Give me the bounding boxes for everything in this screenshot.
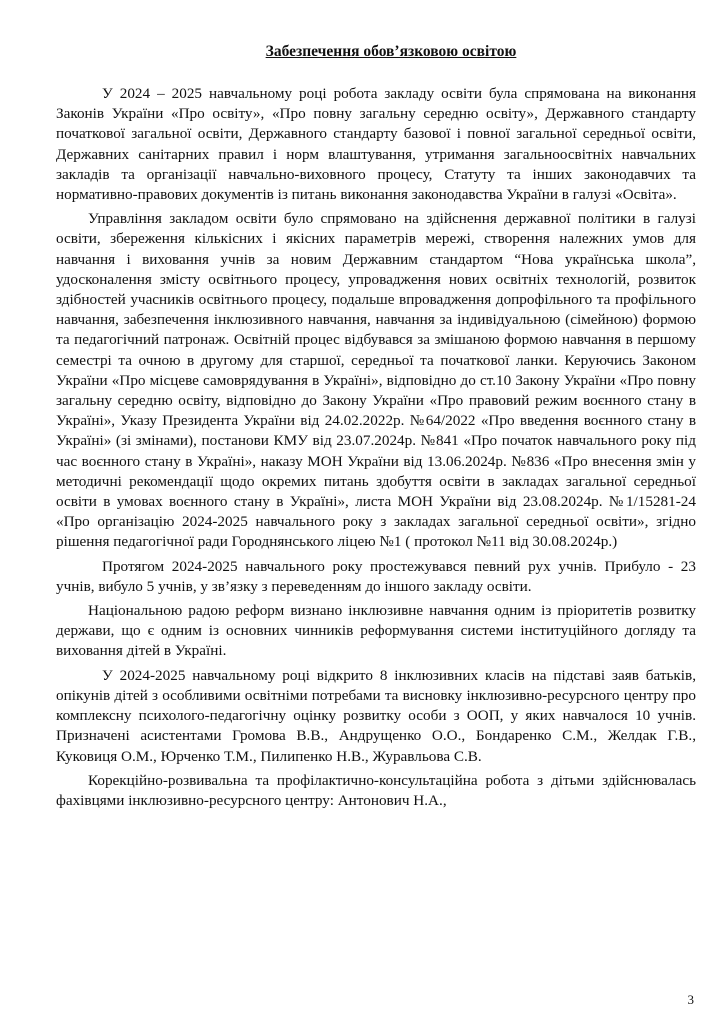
paragraph-management: Управління закладом освіти було спрямовано на здійснення державної політики в галузі освіти, збереження кількісних і якісних параметрів мережі, створення належних умов для навчання і виховання учнів за новим Державним стандартом “Нова українська школа”, удосконалення змісту освітнього процесу, упровадження нових освітніх технологій, розвиток здібностей учасників освітнього процесу, подальше впровадження допрофільного та профільного навчання, забезпечення інклюзивного навчання, навчання за індивідуальною (сімейною) формою та педагогічний патронаж. Освітній процес відбувався за змішаною формою навчання в першому семестрі та очною в другому для старшої, середньої та початкової ланки. Керуючись Законом України «Про місцеве самоврядування в Україні», відповідно до ст.10 Закону України «Про повну загальну середню освіту, відповідно до Закону України «Про правовий режим воєнного стану в Україні», Указу Президента України від 24.02.2022р. №64/2022 «Про введення воєнного стану в Україні» (зі змінами), постанови КМУ від 23.07.2024р. №841 «Про початок навчального року під час воєнного стану в Україні», наказу МОН України від 13.06.2024р. №836 «Про внесення змін у методичні рекомендації щодо окремих питань здобуття освіти в закладах загальної середньої освіти в умовах воєнного стану в Україні», листа МОН України від 23.08.2024р. №1/15281-24 «Про організацію 2024-2025 навчального року з закладах загальної середньої освіти», згідно рішення педагогічної ради Городнянського ліцею №1 ( протокол №11 від 30.08.2024р.) [56, 210, 696, 551]
paragraph-inclusive-priority: Національною радою реформ визнано інклюзивне навчання одним із пріоритетів розвитку держави, що є одним із основних чинників реформування системи інституційного догляду та виховання дітей в Україні. [56, 602, 696, 660]
page-number: 3 [687, 992, 694, 1007]
paragraph-legal-basis: У 2024 – 2025 навчальному році робота закладу освіти була спрямована на виконання Законів України «Про освіту», «Про повну загальну середню освіту», Державного стандарту початкової загальної освіти, Державного стандарту базової і повної загальної середньої освіти, Державних санітарних правил і норм влаштування, утримання загальноосвітніх навчальних закладів та організації навчально-виховного процесу, Статуту та інших законодавчих та нормативно-правових документів із питань виконання законодавства України в галузі «Освіта». [56, 85, 696, 204]
paragraph-inclusive-classes: У 2024-2025 навчальному році відкрито 8 інклюзивних класів на підставі заяв батьків, опікунів дітей з особливими освітніми потребами та висновку інклюзивно-ресурсного центру про комплексну психолого-педагогічну оцінку розвитку особи з ООП, у яких навчалося 10 учнів. Призначені асистентами Громова В.В., Андрущенко О.О., Бондаренко С.М., Желдак Г.В., Куковиця О.М., Юрченко Т.М., Пилипенко Н.В., Журавльова С.В. [56, 666, 696, 765]
paragraph-student-movement: Протягом 2024-2025 навчального року простежувався певний рух учнів. Прибуло - 23 учнів, вибуло 5 учнів, у зв’язку з переведенням до іншого закладу освіти. [56, 557, 696, 595]
document-title: Забезпечення обов’язковою освітою [265, 43, 517, 60]
document-page [56, 42, 696, 815]
paragraph-correctional-work: Корекційно-розвивальна та профілактично-консультаційна робота з дітьми здійснювалась фахівцями інклюзивно-ресурсного центру: Антонович Н.А., [56, 771, 696, 809]
